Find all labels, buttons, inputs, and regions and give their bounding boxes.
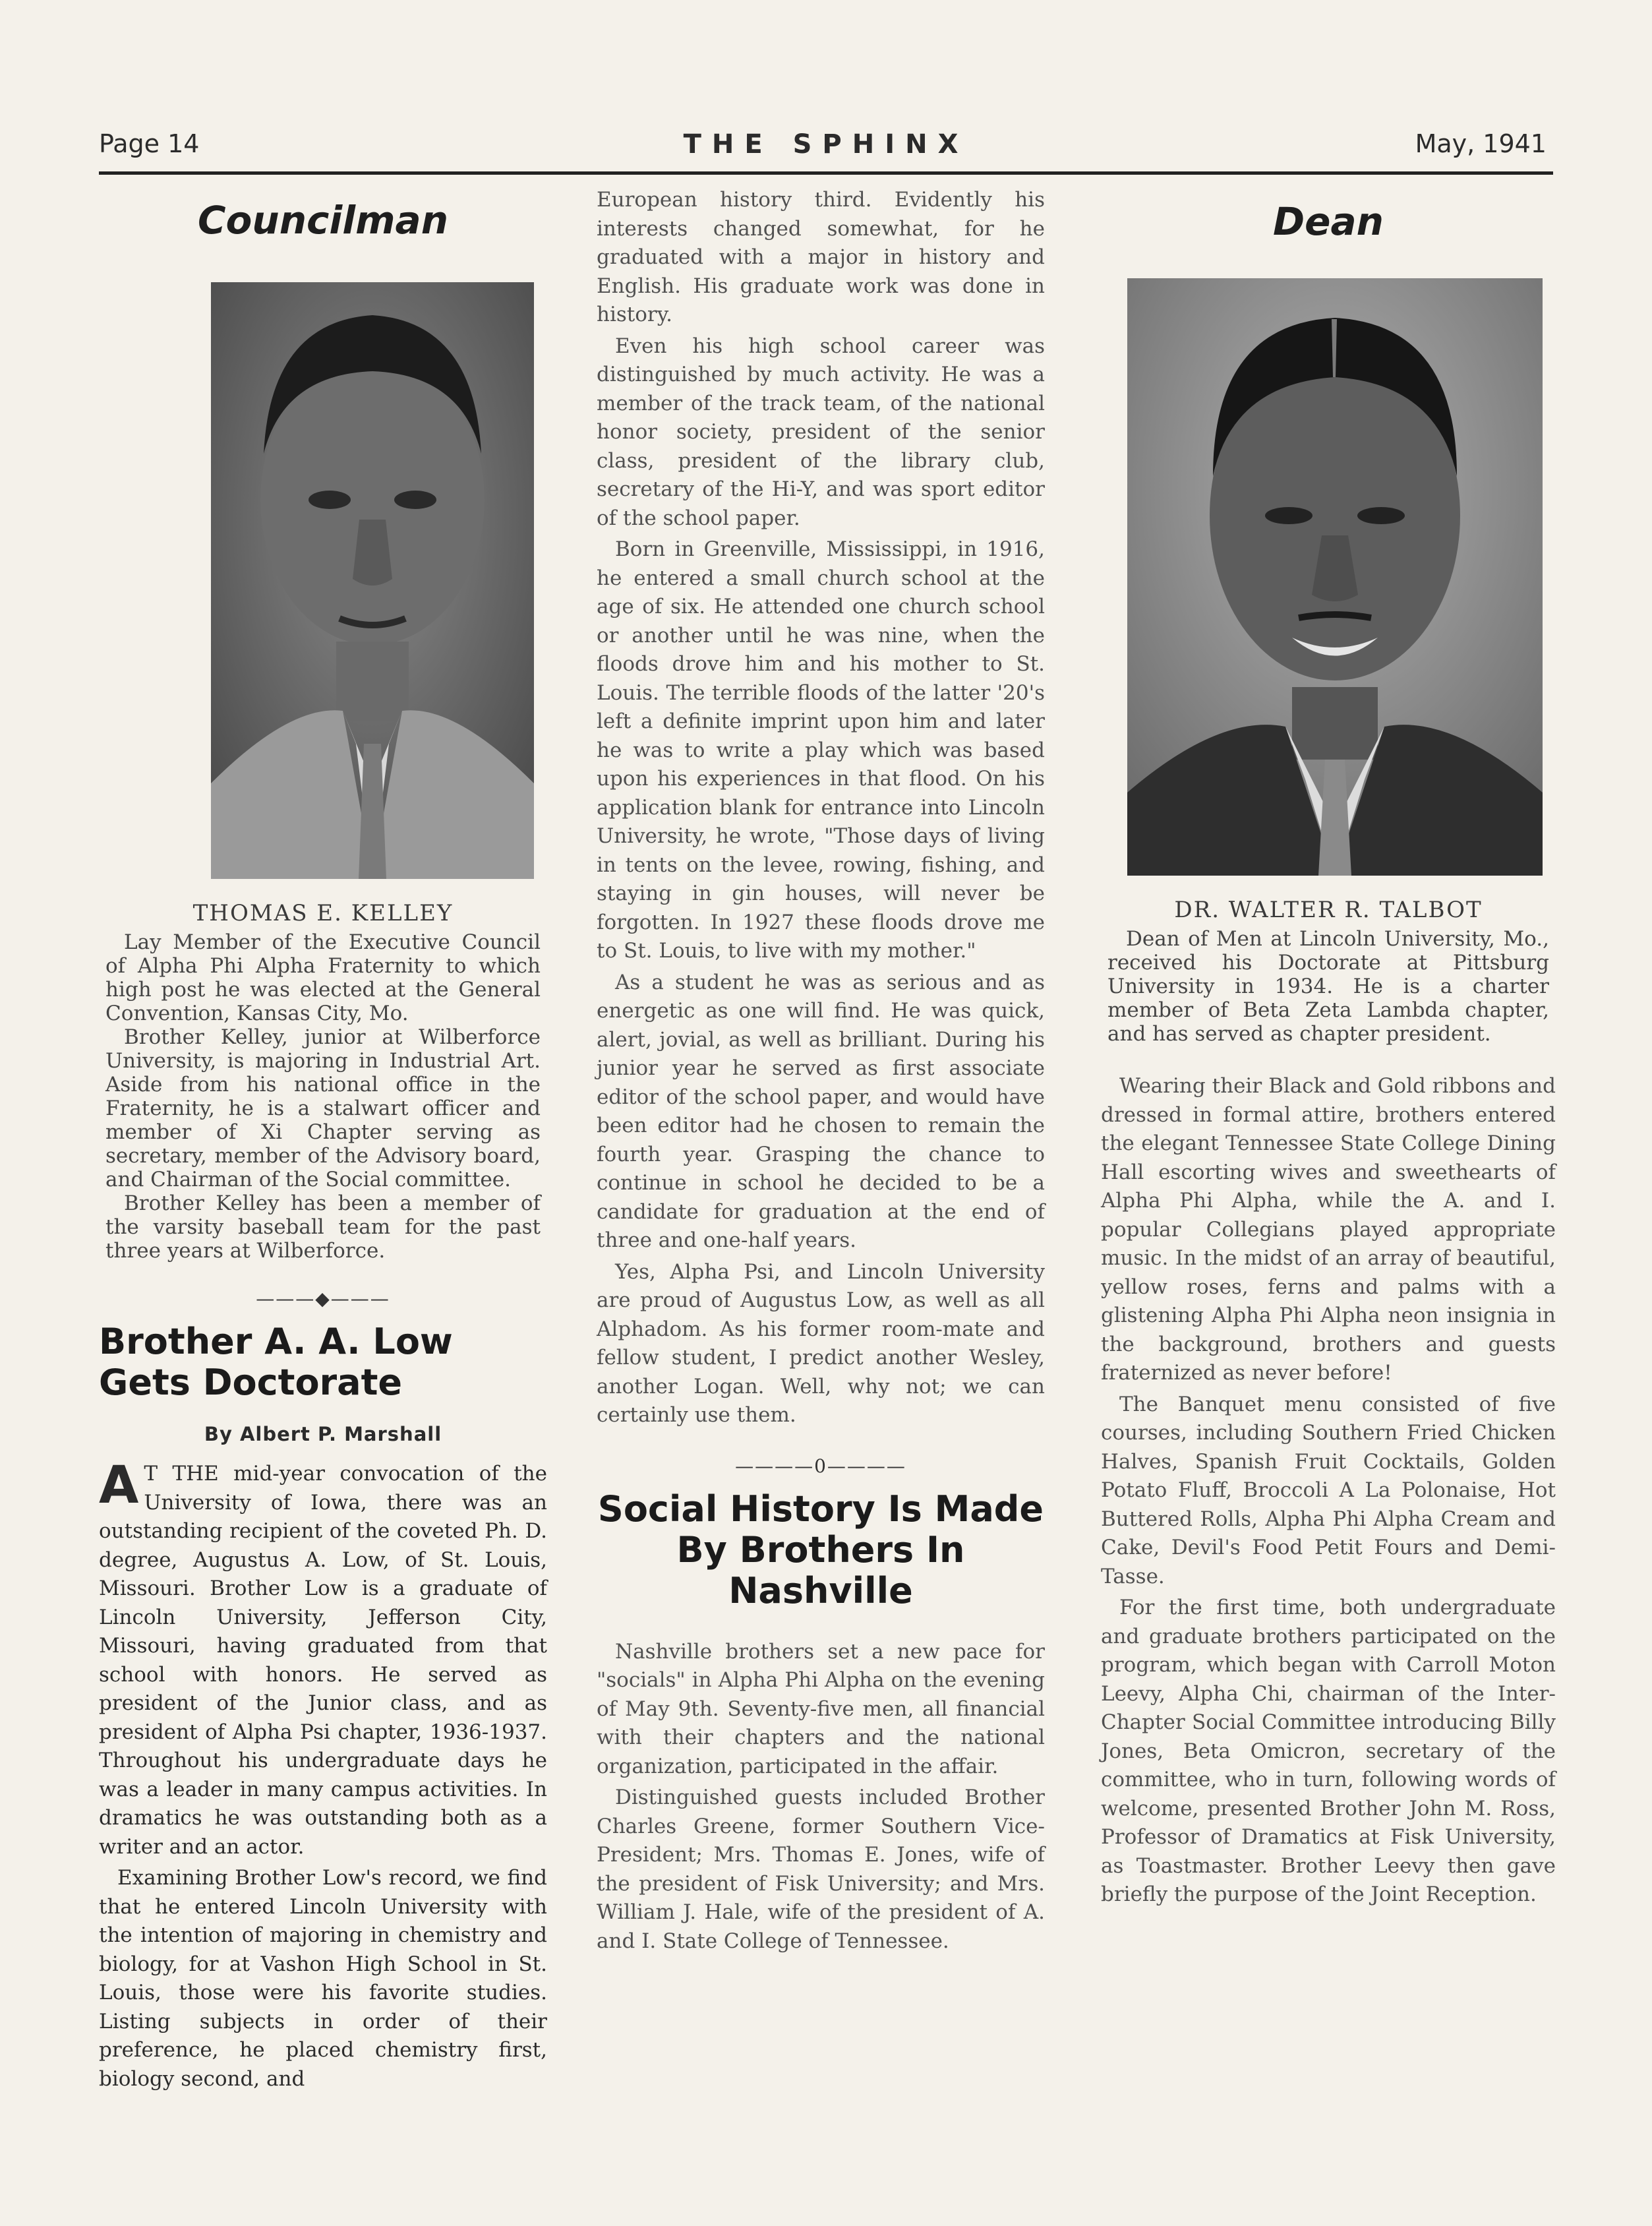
column-left [99, 185, 547, 2096]
kelley-caption-paragraph: Lay Member of the Executive Council of Alpha Phi Alpha Fraternity to which high post he was elected at the General Convention, Kansas City, Mo. [105, 930, 541, 1025]
header-rule [99, 171, 1553, 175]
low-paragraph: Yes, Alpha Psi, and Lincoln University are proud of Augustus Low, as well as all Alphadom. As his former room-mate and fellow student, I predict another Wesley, another Logan. Well, why not; we can certainly use them. [597, 1259, 1045, 1427]
talbot-caption [1107, 927, 1549, 1046]
low-paragraph: Even his high school career was distinguished by much activity. He was a member of the track team, of the national honor society, president of the senior class, president of the library club, secretary of the Hi-Y, and was sport editor of the school paper. [597, 334, 1045, 530]
publication-title: THE SPHINX [683, 129, 969, 160]
social-paragraph: For the first time, both undergraduate and graduate brothers participated on the program, which began with Carroll Moton Leevy, Alpha Chi, chairman of the Inter-Chapter Social Committee introducing Billy Jones, Beta Omicron, secretary of the committee, who in turn, following words of welcome, presented Brother John M. Ross, Professor of Dramatics at Fisk University, as Toastmaster. Brother Leevy then gave briefly the purpose of the Joint Reception. [1101, 1596, 1556, 1906]
low-byline: By Albert P. Marshall [204, 1423, 442, 1445]
social-article-continued [1101, 1072, 1556, 1910]
kelley-portrait [211, 282, 534, 879]
social-paragraph: The Banquet menu consisted of five courses, including Southern Fried Chicken Halves, Spanish Fruit Cocktails, Golden Potato Fluff, Broccoli A La Polonaise, Hot Buttered Rolls, Alpha Phi Alpha Cream and Cake, Devil's Food Petit Fours and Demi-Tasse. [1101, 1392, 1556, 1588]
low-article-continued [597, 186, 1045, 1430]
low-paragraph: Examining Brother Low's record, we find that he entered Lincoln University with the intention of majoring in chemistry and biology, for at Vashon High School in St. Louis, those were his favorite studies. Listing subjects in order of their preference, he placed chemistry first, biology second, and [99, 1866, 547, 2091]
social-paragraph: Distinguished guests included Brother Charles Greene, former Southern Vice-President; Mrs. Thomas E. Jones, wife of the president of Fisk University; and Mrs. William J. Hale, wife of the president of A. and I. State College of Tennessee. [597, 1786, 1045, 1953]
drop-cap: A [99, 1456, 139, 1515]
social-paragraph: Wearing their Black and Gold ribbons and dressed in formal attire, brothers entered the elegant Tennessee State College Dining Hall escorting wives and sweethearts of Alpha Phi Alpha, while the A. and I. popular Collegians played appropriate music. In the midst of an array of beautiful, yellow roses, ferns and palms with a glistening Alpha Phi Alpha neon insignia in the background, brothers and guests fraternized as never before! [1101, 1074, 1556, 1385]
social-headline: Social History Is Made By Brothers In Nashville [597, 1488, 1044, 1611]
kelley-caption [105, 930, 541, 1263]
low-article-body [99, 1456, 547, 2093]
low-paragraph: Born in Greenville, Mississippi, in 1916, he entered a small church school at the age of six. He attended one church school or another until he was nine, when the floods drove him and his mother to St. Louis. The terrible floods of the latter '20's left a definite imprint upon him and later he was to write a play which was based upon his experiences in that flood. On his application blank for entrance into Lincoln University, he wrote, "Those days of living in tents on the levee, rowing, fishing, and staying in gin houses, will never be forgotten. In 1927 these floods drove me to St. Louis, to live with my mother." [597, 537, 1045, 963]
column-middle [597, 186, 1045, 1958]
social-paragraph: Nashville brothers set a new pace for "socials" in Alpha Phi Alpha on the evening of May 9th. Seventy-five men, all financial with their chapters and the national organization, participated in the affair. [597, 1639, 1045, 1778]
column-right [1101, 186, 1556, 1912]
kelley-caption-paragraph: Brother Kelley, junior at Wilberforce University, is majoring in Industrial Art. Aside from his national office in the Fraternity, he is a stalwart officer and member of Xi Chapter serving as secretary, member of the Advisory board, and Chairman of the Social committee. [105, 1025, 541, 1191]
kelley-caption-paragraph: Brother Kelley has been a member of the varsity baseball team for the past three years at Wilberforce. [105, 1191, 541, 1263]
kelley-name: THOMAS E. KELLEY [192, 900, 454, 926]
low-paragraph: A T THE mid-year convocation of the University of Iowa, there was an outstanding recipient of the coveted Ph. D. degree, Augustus A. Low, of St. Louis, Missouri. Brother Low is a graduate of Lincoln University, Jefferson City, Missouri, having graduated from that school with honors. He served as president of the Junior class, and as president of Alpha Psi chapter, 1936-1937. Throughout his undergraduate days he was a leader in many campus activities. In dramatics he was outstanding both as a writer and an actor. [99, 1456, 547, 1859]
ornament-divider: ———◆——— [256, 1288, 390, 1309]
page-number: Page 14 [99, 129, 200, 158]
low-paragraph: As a student he was as serious and as energetic as one will find. He was quick, alert, jovial, as well as brilliant. During his junior year he served as first associate editor of the school paper, and would have been editor had he chosen to remain the fourth year. Grasping the chance to continue in school he decided to be a candidate for graduation at the end of three and one-half years. [597, 970, 1045, 1252]
talbot-caption-paragraph: Dean of Men at Lincoln University, Mo., received his Doctorate at Pittsburg University in 1934. He is a charter member of Beta Zeta Lambda chapter, and has served as chapter president. [1107, 927, 1549, 1046]
talbot-name: DR. WALTER R. TALBOT [1174, 897, 1483, 923]
low-headline: Brother A. A. Low Gets Doctorate [99, 1321, 453, 1403]
low-paragraph: European history third. Evidently his interests changed somewhat, for he graduated with a major in history and English. His graduate work was done in history. [597, 188, 1045, 326]
dean-section-title: Dean [1273, 199, 1384, 244]
social-article-body [597, 1638, 1045, 1956]
plain-divider: ————0———— [735, 1455, 906, 1477]
councilman-section-title: Councilman [197, 198, 448, 243]
talbot-portrait [1127, 278, 1543, 876]
issue-date: May, 1941 [1415, 129, 1547, 158]
